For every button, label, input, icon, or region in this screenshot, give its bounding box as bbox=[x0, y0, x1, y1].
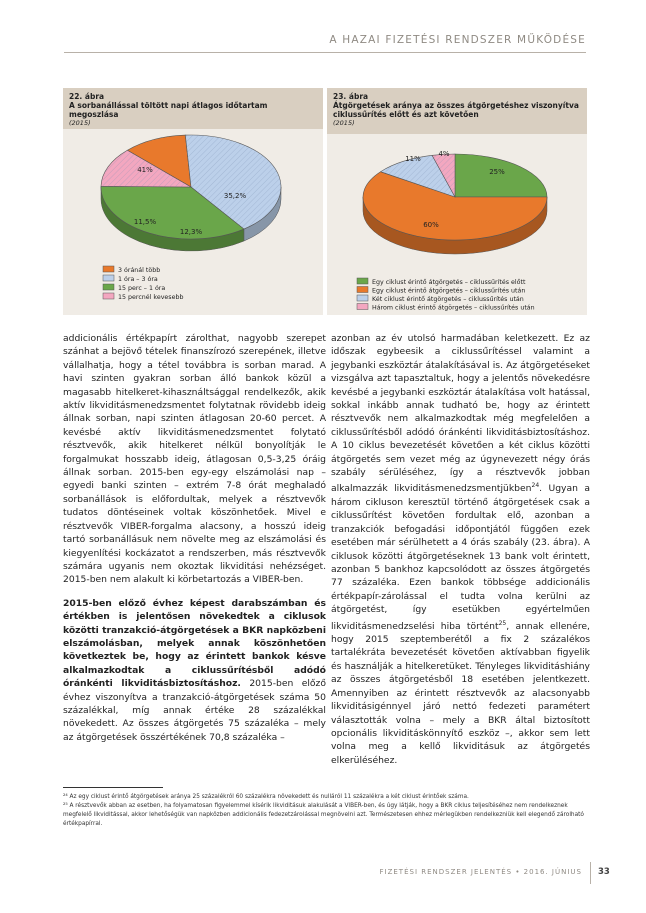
p22-legend-swatch-1 bbox=[103, 275, 114, 281]
right-text-c: , annak ellenére, hogy 2015 szeptemberétől a fix 2 százalékos tartalékráta bevezetését követően aktívabban figyelik és használják a hitelkeretüket. Tényleges likviditáshiány az összes átgörgetésből 18 esetében jelentkezett. Amennyiben az érintett résztvevők az alacsonyabb likviditásigénnyel járó nettó fedezeti paramétert választották volna – mely a BKR által biztosított opcionális likviditáskönnyítő eszköz –, akkor sem lett volna meg a kellő likviditásuk az átgörgetés elkerüléséhez. bbox=[331, 620, 590, 766]
p22-legend-label-1: 1 óra – 3 óra bbox=[118, 276, 158, 283]
footnote-25: ²⁵ A résztvevők abban az esetben, ha folyamatosan figyelemmel kísérik likviditásuk alakulását a VIBER-ben, és úgy látják, hogy a BKR ciklus teljesítéséhez nem rendelkeznek megfelelő likviditással, akkor lehetőségük van napközben addicionális fedezetzárolással megnövelni azt. Természetesen ehhez mérlegükben rendelkezniük kell elegendő zárolható értékpapírral. bbox=[63, 803, 584, 827]
header-rule bbox=[64, 52, 586, 53]
left-paragraph-1: addicionális értékpapírt zárolthat, nagyobb szerepet szánhat a bejövő tételek finanszírozó szerepének, illetve vállalhatja, hogy a tétel továbbra is sorban marad. A havi szinten gyakran sorban álló bankok közül a magasabb hitelkeret-kihasználtsággal rendelkezők, akik aktív likviditásmenedzsmentet folytatnak rövidebb ideig állnak sorban, napi szinten átlagosan 20-60 percet. A kevésbé aktív likviditásmenedzsmentet folytató résztvevők, akik hitelkeret nélkül bonyolítják le forgalmukat hosszabb ideig, átlagosan 0,5-3,25 óráig állnak sorban. 2015-ben egy-egy elszámolási nap – egyedi banki szinten – extrém 7-8 órát meghaladó sorbanállások is előfordultak, melyek a résztvevők tudatos döntéseinek voltak köszönhetőek. Mivel e résztvevők VIBER-forgalma alacsony, a hosszú ideig tartó sorbanállásuk nem növelte meg az elszámolási és kiegyenlítési kockázatot a rendszerben, más résztvevők számára ugyanis nem okoztak likviditási nehézséget. 2015-ben nem alakult ki körbetartozás a VIBER-ben. bbox=[63, 333, 326, 586]
figure-22-pie-chart bbox=[63, 129, 323, 315]
p23-legend-label-3: Három ciklust érintő átgörgetés – ciklussűrítés után bbox=[372, 304, 535, 312]
p23-data-label-1: 60% bbox=[423, 221, 439, 229]
footnote-ref-25: 25 bbox=[498, 619, 507, 627]
figure-23-title: Átgörgetések aránya az összes átgörgetéshez viszonyítva ciklussűrítés előtt és azt követően bbox=[333, 101, 579, 119]
p22-data-label-1: 41% bbox=[137, 166, 153, 174]
p23-legend-swatch-1 bbox=[357, 287, 368, 293]
p23-data-label-2: 11% bbox=[405, 155, 421, 163]
footnote-ref-24: 24 bbox=[531, 482, 540, 490]
figure-23-number: 23. ábra bbox=[333, 92, 369, 101]
footnote-24: ²⁴ Az egy ciklust érintő átgörgetések aránya 25 százalékról 60 százalékra növekedett és nulláról 11 százalékra a két ciklust érintőek száma. bbox=[63, 794, 469, 800]
figure-23 bbox=[327, 88, 587, 315]
left-paragraph-2-lead: 2015-ben előző évhez képest darabszámban és értékben is jelentősen növekedtek a ciklusok közötti tranzakció-átgörgetések a BKR napközbeni elszámolásban, melyek annak köszönhetően következtek be, hogy az érintett bankok késve alkalmazkodtak a ciklussűrítésből adódó óránkénti likviditásbiztosításhoz. bbox=[63, 597, 326, 690]
p23-legend-label-2: Két ciklust érintő átgörgetés – ciklussűrítés után bbox=[372, 296, 524, 303]
p23-legend-swatch-3 bbox=[357, 304, 368, 310]
footnote-rule bbox=[63, 787, 163, 788]
figure-22-header bbox=[63, 88, 323, 129]
left-paragraph-2 bbox=[63, 597, 326, 744]
figure-22 bbox=[63, 88, 323, 315]
figure-23-year: (2015) bbox=[333, 119, 355, 127]
footer-title: FIZETÉSI RENDSZER JELENTÉS • 2016. JÚNIUS bbox=[379, 868, 582, 876]
p22-legend-label-2: 15 perc – 1 óra bbox=[118, 285, 166, 292]
figure-22-title: A sorbanállással töltött napi átlagos időtartam megoszlása bbox=[69, 101, 268, 119]
footnotes bbox=[63, 793, 588, 829]
p22-legend-swatch-0 bbox=[103, 266, 114, 272]
p23-legend-label-1: Egy ciklust érintő átgörgetés – ciklussűrítés után bbox=[372, 287, 526, 295]
left-paragraph-2-text: 2015-ben előző évhez viszonyítva a tranzakció-átgörgetések száma 50 százalékkal, míg annak értéke 28 százalékkal növekedett. Az összes átgörgetés 75 százaléka – mely az átgörgetések összértékének 70,8 százaléka – bbox=[63, 678, 326, 743]
p22-data-label-2: 35,2% bbox=[223, 192, 247, 200]
right-paragraph-1 bbox=[331, 332, 590, 767]
figure-22-year: (2015) bbox=[69, 119, 91, 127]
right-text-b: . Ugyan a három cikluson keresztül történő átgörgetések csak a ciklussűrítést követően fordultak elő, azonban a tranzakciók befogadási időpontjától függően ezek esetében már sérülhetett a 4 órás szabály (23. ábra). A ciklusok közötti átgörgetéseknek 13 bank volt érintett, azonban 5 bankhoz kapcsolódott az összes átgörgetés 77 százaléka. Ezen bankok többsége addicionális értékpapír-zárolással el tudta volna kerülni az átgörgetést, így esetükben egyértelműen likviditásmenedzselési hiba történt bbox=[331, 483, 590, 632]
p22-legend-label-3: 15 percnél kevesebb bbox=[118, 294, 184, 301]
footer-separator bbox=[590, 862, 591, 884]
figure-22-number: 22. ábra bbox=[69, 92, 105, 101]
right-column bbox=[331, 332, 590, 767]
figure-23-header bbox=[327, 88, 587, 134]
p22-data-label-3: 12,3% bbox=[179, 228, 203, 236]
p22-legend-swatch-3 bbox=[103, 293, 114, 299]
p22-legend-swatch-2 bbox=[103, 284, 114, 290]
p22-data-label-0: 11,5% bbox=[133, 218, 157, 226]
p23-legend-label-0: Egy ciklust érintő átgörgetés – ciklussűrítés előtt bbox=[372, 279, 526, 286]
p23-data-label-0: 25% bbox=[489, 168, 505, 176]
page-header-title: A HAZAI FIZETÉSI RENDSZER MŰKÖDÉSE bbox=[329, 34, 586, 46]
page-number: 33 bbox=[598, 867, 610, 877]
p23-legend-swatch-2 bbox=[357, 295, 368, 301]
p23-data-label-3: 4% bbox=[438, 150, 450, 158]
right-text-a: azonban az év utolsó harmadában keletkezett. Ez az időszak egybeesik a ciklussűrítéssel valamint a jegybanki eszköztár átalakításával is. Az átgörgetéseket vizsgálva azt tapasztaltuk, hogy a jelentős növekedésre kevésbé a jegybanki eszköztár átalakítása volt hatással, sokkal inkább annak tudható be, hogy az érintett résztvevők nem alkalmazkodtak még megfelelően a ciklussűrítésből adódó óránkénti likviditásbiztosításhoz. A 10 ciklus bevezetését követően a két ciklus közötti átgörgetés sem vezet még az úgynevezett négy órás szabály sérüléséhez, így a résztvevők jobban alkalmazzák likviditásmenedzsmentjükben bbox=[331, 333, 590, 495]
p22-legend-label-0: 3 óránál több bbox=[118, 267, 161, 274]
figure-23-pie-chart bbox=[327, 134, 587, 315]
left-column bbox=[63, 332, 326, 744]
p23-legend-swatch-0 bbox=[357, 278, 368, 284]
